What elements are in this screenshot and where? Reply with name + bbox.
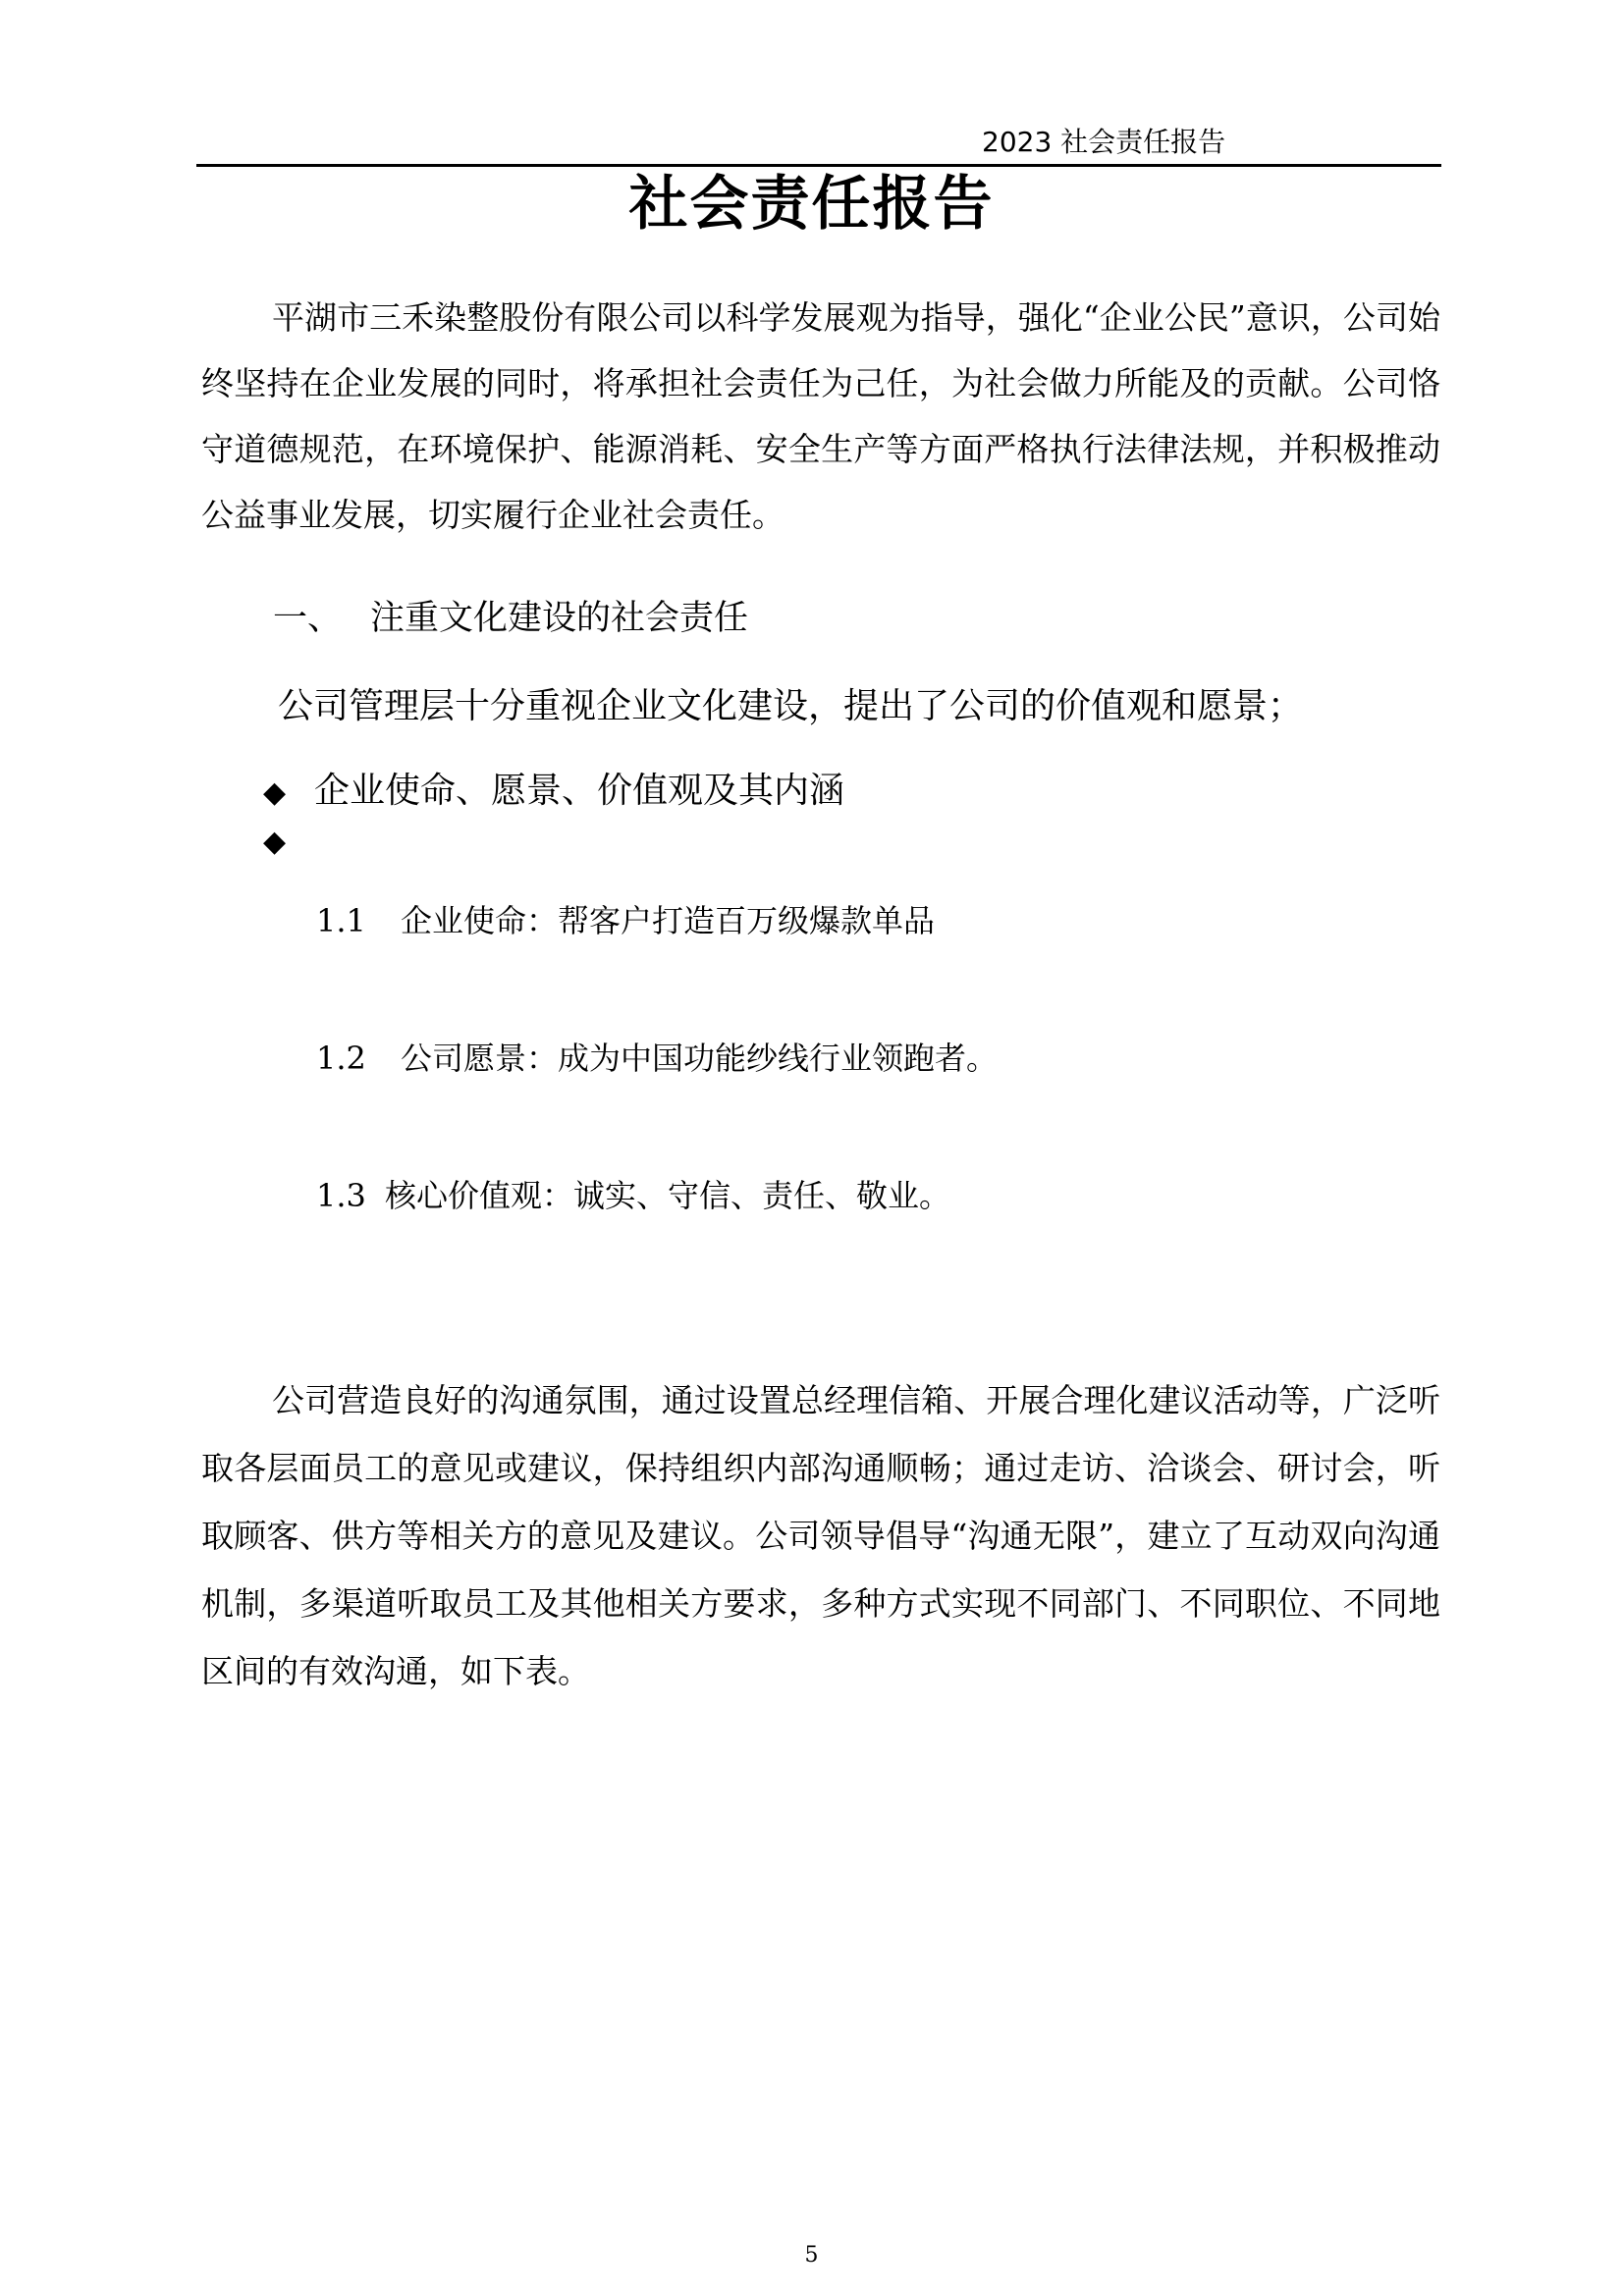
page-number: 5 [804,2243,819,2268]
bullet-item-empty [263,815,314,868]
intro-paragraph: 平湖市三禾染整股份有限公司以科学发展观为指导，强化“企业公民”意识，公司始终坚持在企业发展的同时，将承担社会责任为己任，为社会做力所能及的贡献。公司恪守道德规范，在环境保护、能源消耗、安全生产等方面严格执行法律法规，并积极推动公益事业发展，切实履行企业社会责任。 [201,298,1440,534]
bullet-item [263,766,844,819]
section-number: 一、 [273,599,343,638]
sub-item-mission [316,896,935,945]
running-header-title: 2023 社会责任报告 [982,126,1226,158]
section-lead-text: 公司管理层十分重视企业文化建设，提出了公司的价值观和愿景； [278,686,1304,726]
communication-paragraph: 公司营造良好的沟通氛围，通过设置总经理信箱、开展合理化建议活动等，广泛听取各层面员工的意见或建议，保持组织内部沟通顺畅；通过走访、洽谈会、研讨会，听取顾客、供方等相关方的意见及建议。公司领导倡导“沟通无限”，建立了互动双向沟通机制，多渠道听取员工及其他相关方要求，多种方式实现不同部门、不同职位、不同地区间的有效沟通，如下表。 [201,1381,1440,1690]
sub-item-text: 企业使命：帮客户打造百万级爆款单品 [401,902,936,939]
sub-item-number: 1.2 [316,1040,366,1077]
sub-item-number: 1.3 [316,1177,366,1214]
sub-item-text: 公司愿景：成为中国功能纱线行业领跑者。 [401,1040,999,1077]
sub-item-number: 1.1 [316,902,366,939]
sub-item-text: 核心价值观：诚实、守信、责任、敬业。 [385,1177,951,1214]
section-heading [273,589,748,648]
bullet-text: 企业使命、愿景、价值观及其内涵 [314,771,845,811]
section-title: 注重文化建设的社会责任 [370,599,749,638]
diamond-bullet-icon: ◆ [263,825,287,859]
document-title: 社会责任报告 [628,170,995,239]
diamond-bullet-icon: ◆ [263,775,287,810]
sub-item-vision [316,1034,998,1083]
sub-item-values [316,1171,950,1220]
